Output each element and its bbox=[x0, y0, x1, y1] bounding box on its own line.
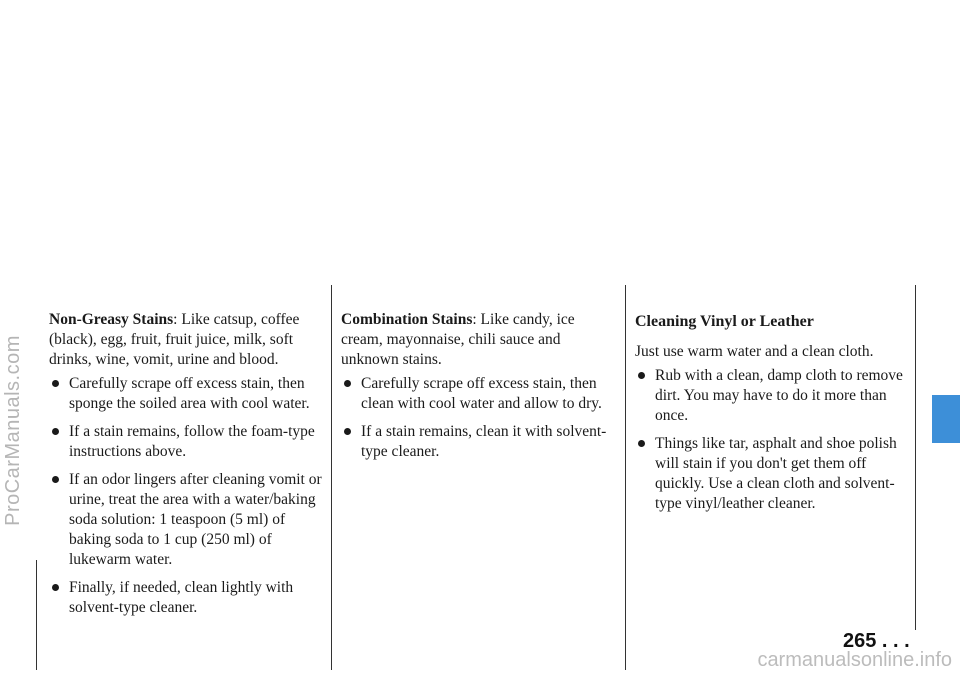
side-watermark bbox=[0, 200, 26, 660]
column-rule-middle bbox=[331, 285, 332, 670]
column-rule-left bbox=[36, 560, 37, 670]
list-item: If an odor lingers after cleaning vomit or urine, treat the area with a water/baking soda solution: 1 teaspoon (5 ml) of baking soda to 1 cup (250 ml) of lukewarm water. bbox=[49, 470, 325, 570]
vinyl-list bbox=[635, 366, 905, 514]
combination-text: : Like candy, ice cream, mayonnaise, chili sauce and unknown stains. bbox=[341, 311, 575, 368]
column-cleaning-vinyl bbox=[635, 310, 905, 522]
column-non-greasy-stains bbox=[49, 310, 325, 626]
bottom-watermark: carmanualsonline.info bbox=[757, 649, 952, 671]
column-rule-right-2 bbox=[915, 285, 916, 630]
non-greasy-text: : Like catsup, coffee (black), egg, fruit, fruit juice, milk, soft drinks, wine, vomit, urine and blood. bbox=[49, 311, 300, 368]
section-heading: Cleaning Vinyl or Leather bbox=[635, 313, 814, 330]
side-watermark-text: ProCarManuals.com bbox=[1, 334, 24, 526]
list-item: If a stain remains, clean it with solvent-type cleaner. bbox=[341, 422, 619, 462]
page-number: 265 . . . bbox=[843, 630, 910, 652]
list-item: Carefully scrape off excess stain, then clean with cool water and allow to dry. bbox=[341, 374, 619, 414]
non-greasy-list bbox=[49, 374, 325, 618]
combination-term: Combination Stains bbox=[341, 311, 473, 328]
list-item: Carefully scrape off excess stain, then sponge the soiled area with cool water. bbox=[49, 374, 325, 414]
list-item: Finally, if needed, clean lightly with solvent-type cleaner. bbox=[49, 578, 325, 618]
column-rule-right-1 bbox=[625, 285, 626, 670]
non-greasy-term: Non-Greasy Stains bbox=[49, 311, 174, 328]
combination-intro bbox=[341, 310, 619, 370]
non-greasy-intro bbox=[49, 310, 325, 370]
combination-list bbox=[341, 374, 619, 462]
vinyl-intro: Just use warm water and a clean cloth. bbox=[635, 343, 874, 360]
column-combination-stains bbox=[341, 310, 619, 470]
section-tab-marker bbox=[932, 395, 960, 443]
list-item: If a stain remains, follow the foam-type instructions above. bbox=[49, 422, 325, 462]
list-item: Things like tar, asphalt and shoe polish will stain if you don't get them off quickly. Use a clean cloth and solvent-type vinyl/leather cleaner. bbox=[635, 434, 905, 514]
list-item: Rub with a clean, damp cloth to remove dirt. You may have to do it more than once. bbox=[635, 366, 905, 426]
